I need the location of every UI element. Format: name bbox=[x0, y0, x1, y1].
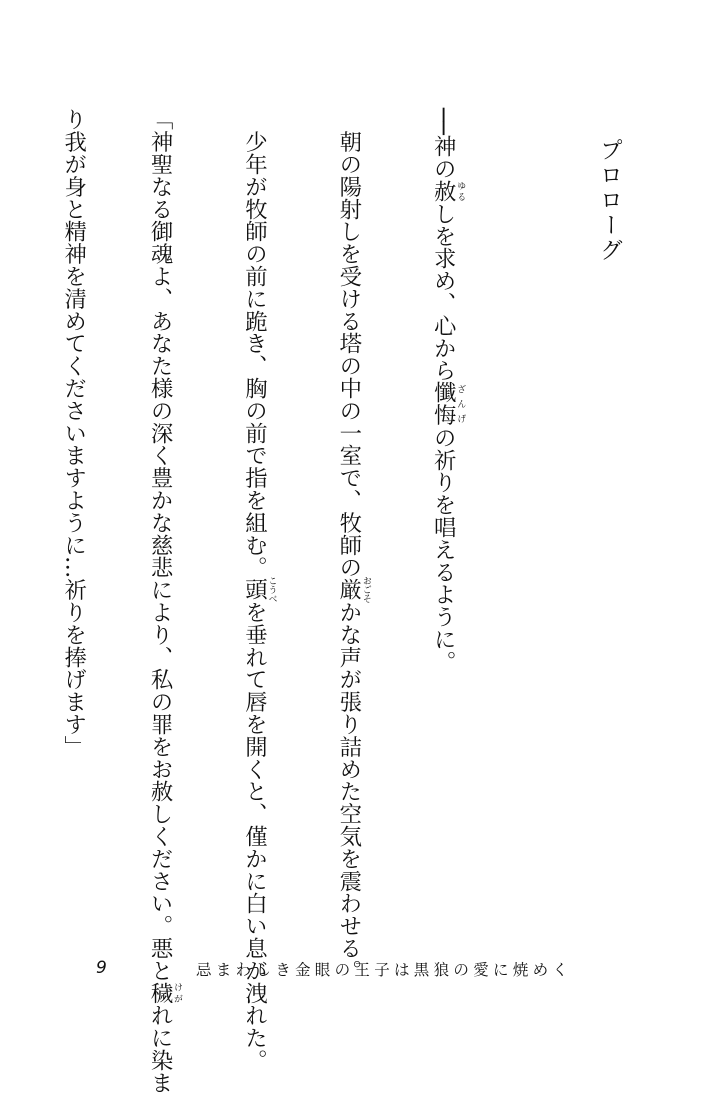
page-footer bbox=[0, 958, 726, 988]
page-number: 9 bbox=[96, 958, 107, 978]
vertical-text-block bbox=[0, 108, 638, 908]
chapter-title: プロローグ bbox=[593, 138, 626, 263]
body-line: ──神の赦 ゆるしを求め、心から懺悔 ざんげの祈りを唱えるように。 bbox=[428, 108, 465, 908]
body-line: 朝の陽射しを受ける塔の中の一室で、牧師の厳 おごそかな声が張り詰めた空気を震わせる。 bbox=[334, 108, 371, 908]
body-line bbox=[0, 108, 1, 908]
running-title: 忌まわしき金眼の王子は黒狼の愛に焼めく bbox=[196, 958, 572, 980]
body-line: り我が身と精神を清めてくださいますように…祈りを捧げます」 bbox=[59, 108, 88, 908]
body-line: 少年が牧師の前に跪き、胸の前で指を組む。頭 こうべを垂れて唇を開くと、僅かに白い息が洩れた。 bbox=[240, 108, 277, 908]
body-line: 「神聖なる御魂よ、あなた様の深く豊かな慈悲により、私の罪をお赦しください。悪と穢 けがれに染ま bbox=[145, 108, 182, 908]
